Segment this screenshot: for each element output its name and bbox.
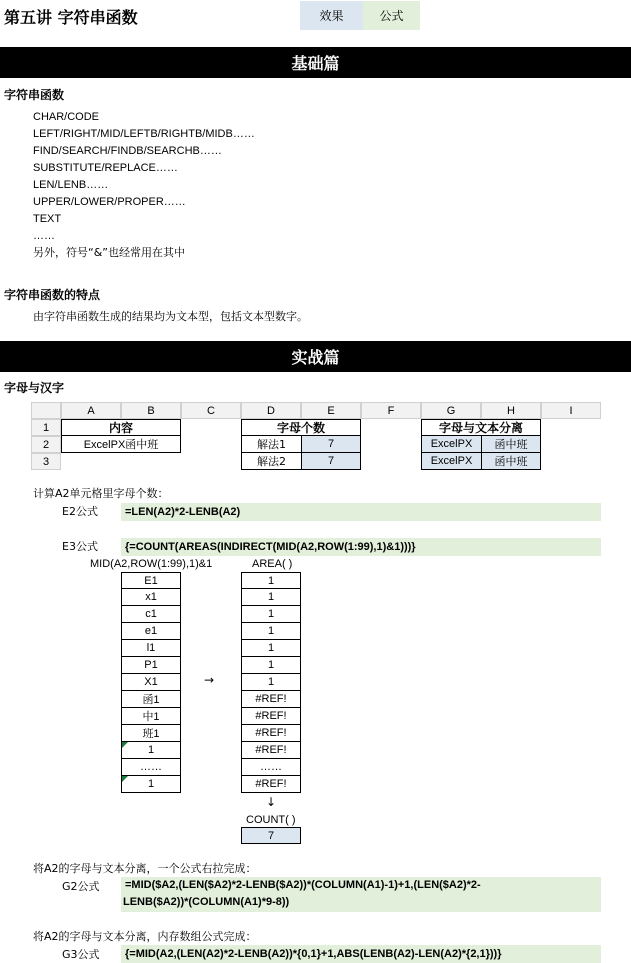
tab-formula[interactable]: 公式 [363,1,420,30]
section-band-basic: 基础篇 [0,47,631,78]
area-value-cell: #REF! [241,691,301,708]
count-label: COUNT( ) [246,814,296,826]
area-value-cell: …… [241,759,301,776]
mid-value-cell: l1 [121,640,181,657]
g3-description: 将A2的字母与文本分离，内存数组公式完成： [33,930,257,943]
separation-text-1: 函中班 [481,435,541,453]
count-value-1: 7 [301,435,361,453]
section-band-practice: 实战篇 [0,341,631,372]
mid-value-cell: e1 [121,623,181,640]
area-value-cell: #REF! [241,708,301,725]
col-header-c: C [181,402,241,419]
mid-value-cell: 班1 [121,725,181,742]
mid-values-column [121,572,181,793]
separation-letters-1: ExcelPX [421,435,482,453]
g2-formula [121,877,601,912]
calc-description: 计算A2单元格里字母个数： [33,487,169,500]
mid-value-cell: c1 [121,606,181,623]
heading-letters-chars: 字母与汉字 [4,381,65,395]
count-label-1: 解法1 [241,435,302,453]
mid-value-cell: x1 [121,589,181,606]
arrow-right-icon: → [204,673,215,687]
col-header-d: D [241,402,301,419]
arrow-down-icon: ↓ [266,795,277,809]
mid-value-cell: X1 [121,674,181,691]
count-value-2: 7 [301,452,361,470]
list-item: CHAR/CODE [33,111,100,123]
corner-cell [31,402,61,419]
area-value-cell: 1 [241,623,301,640]
heading-string-functions: 字符串函数 [4,88,65,102]
area-value-cell: 1 [241,657,301,674]
mid-value-cell: P1 [121,657,181,674]
separation-header: 字母与文本分离 [421,419,541,436]
g2-label: G2公式 [62,880,100,893]
area-value-cell: #REF! [241,725,301,742]
list-item: 另外，符号“&”也经常用在其中 [33,246,185,259]
area-label: AREA( ) [252,558,293,570]
feature-text: 由字符串函数生成的结果均为文本型，包括文本型数字。 [33,310,308,323]
list-item: LEFT/RIGHT/MID/LEFTB/RIGHTB/MIDB…… [33,128,255,140]
g3-formula: {=MID(A2,(LEN(A2)*2-LENB(A2))*{0,1}+1,ABS(LENB(A2)-LEN(A2)*{2,1}))} [121,945,601,963]
page-title: 第五讲 字符串函数 [4,8,138,27]
number-as-text-indicator [122,742,128,748]
area-value-cell: 1 [241,606,301,623]
list-item: UPPER/LOWER/PROPER…… [33,196,186,208]
mid-value-cell: E1 [121,572,181,589]
content-value: ExcelPX函中班 [61,435,181,453]
row-header-2: 2 [31,436,61,453]
area-value-cell: 1 [241,674,301,691]
e2-formula: =LEN(A2)*2-LENB(A2) [121,503,601,521]
g2-formula-line1: =MID($A2,(LEN($A2)*2-LENB($A2))*(COLUMN(A1)-1)+1,(LEN($A2)*2- [125,879,481,891]
area-value-cell: 1 [241,572,301,589]
mid-value-cell: 1 [121,742,181,759]
heading-features: 字符串函数的特点 [4,288,101,302]
col-header-a: A [61,402,121,419]
e2-label: E2公式 [62,505,98,518]
row-header-1: 1 [31,419,61,436]
list-item: SUBSTITUTE/REPLACE…… [33,162,178,174]
content-header: 内容 [61,419,181,436]
number-as-text-indicator [122,776,128,782]
area-value-cell: 1 [241,589,301,606]
list-item: …… [33,230,55,242]
e3-formula: {=COUNT(AREAS(INDIRECT(MID(A2,ROW(1:99),1)&1)))} [121,538,601,556]
col-header-b: B [121,402,181,419]
list-item: FIND/SEARCH/FINDB/SEARCHB…… [33,145,222,157]
count-header: 字母个数 [241,419,361,436]
mid-label: MID(A2,ROW(1:99),1)&1 [90,558,213,570]
area-value-cell: #REF! [241,742,301,759]
list-item: TEXT [33,213,62,225]
row-header-3: 3 [31,453,61,470]
tab-effect[interactable]: 效果 [300,1,363,30]
col-header-g: G [421,402,481,419]
e3-label: E3公式 [62,540,98,553]
area-value-cell: #REF! [241,776,301,793]
mid-value-cell: 1 [121,776,181,793]
col-header-h: H [481,402,541,419]
mid-value-cell: 函1 [121,691,181,708]
separation-letters-2: ExcelPX [421,452,482,470]
g2-description: 将A2的字母与文本分离，一个公式右拉完成： [33,862,257,875]
col-header-e: E [301,402,361,419]
mid-value-cell: …… [121,759,181,776]
col-header-f: F [361,402,421,419]
separation-text-2: 函中班 [481,452,541,470]
mid-value-cell: 中1 [121,708,181,725]
count-label-2: 解法2 [241,452,302,470]
g2-formula-line2: LENB($A2))*(COLUMN(A1)*9-8)) [123,896,290,908]
area-value-cell: 1 [241,640,301,657]
function-list [33,109,255,262]
area-values-column [241,572,301,793]
g3-label: G3公式 [62,948,100,961]
count-result: 7 [241,827,301,844]
col-header-i: I [541,402,601,419]
list-item: LEN/LENB…… [33,179,109,191]
